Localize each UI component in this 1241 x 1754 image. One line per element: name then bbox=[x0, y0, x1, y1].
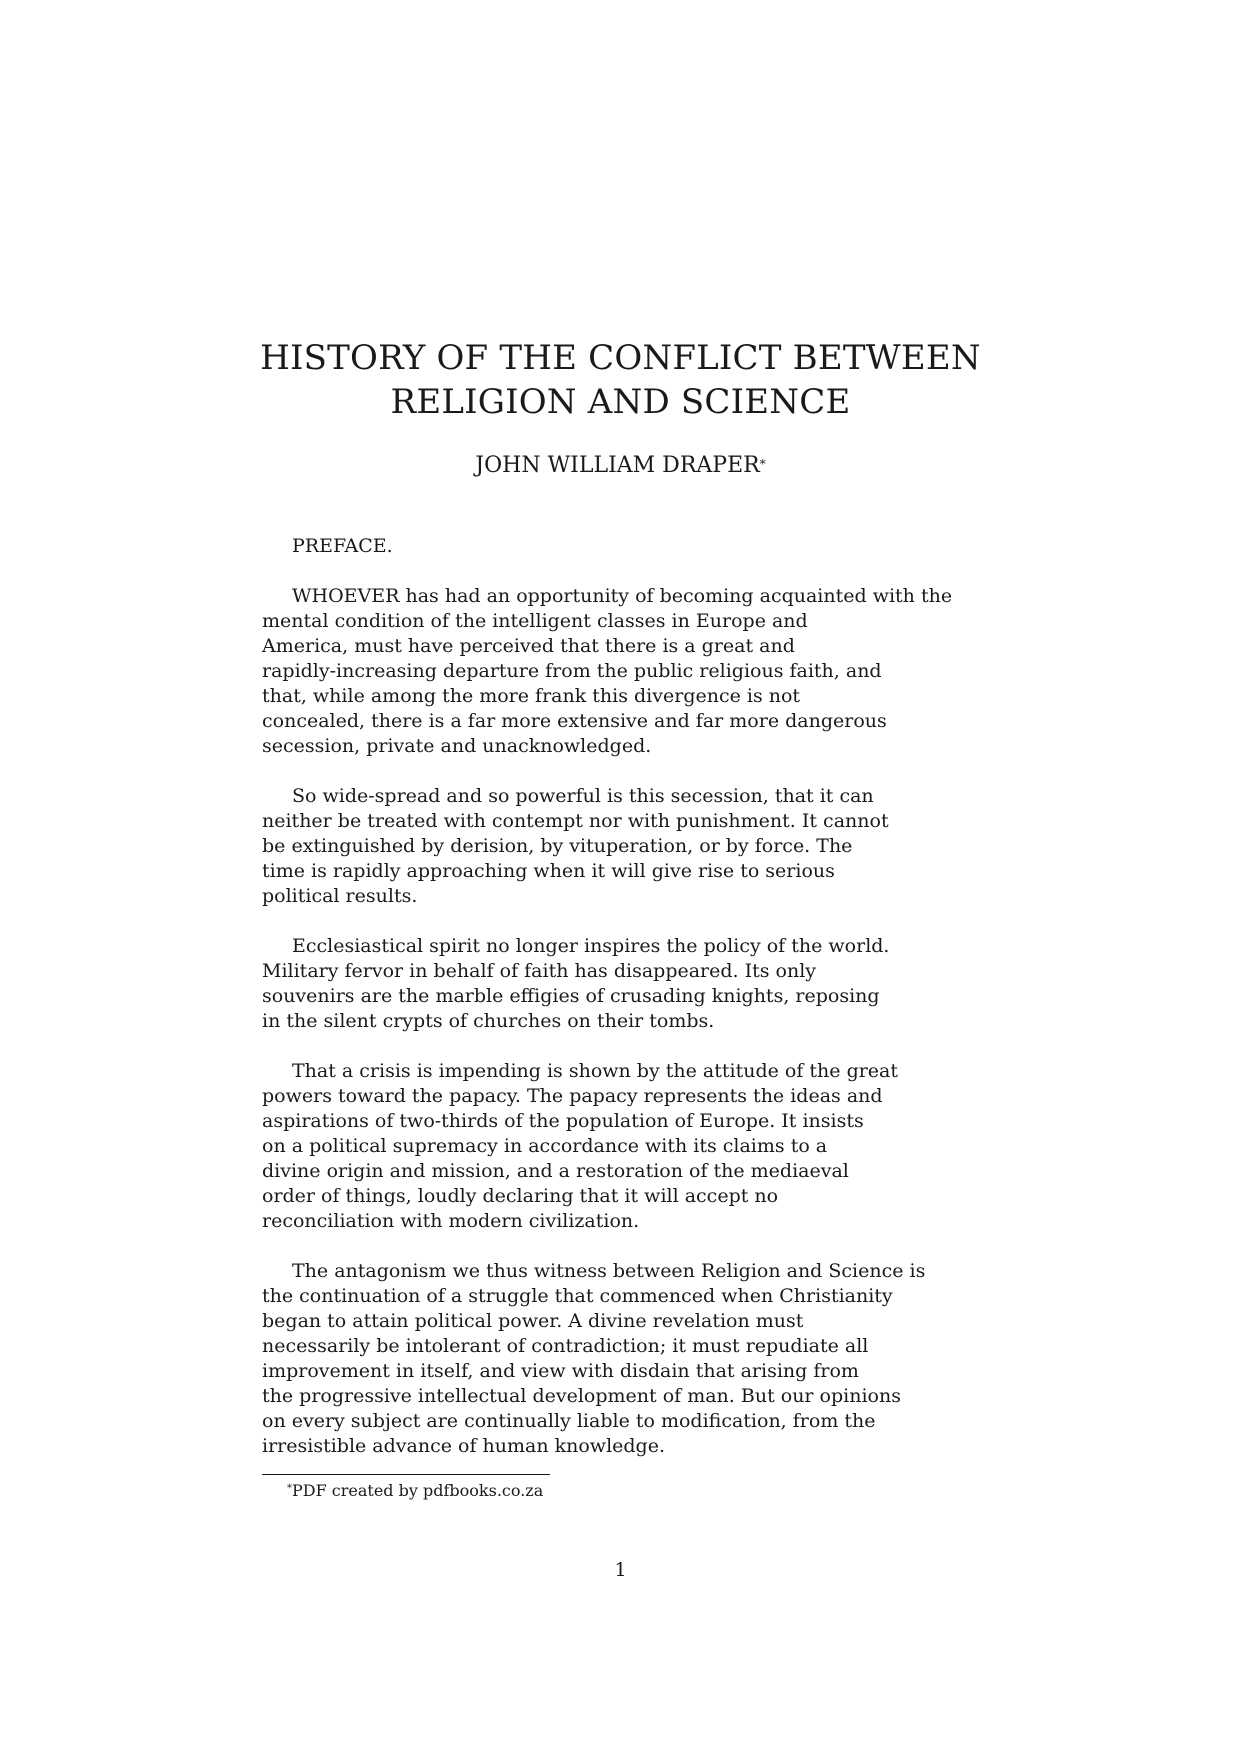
text-line: that, while among the more frank this divergence is not bbox=[262, 685, 801, 707]
text-line: aspirations of two-thirds of the population of Europe. It insists bbox=[262, 1110, 864, 1132]
text-line: neither be treated with contempt nor with punishment. It cannot bbox=[262, 810, 889, 832]
text-line: America, must have perceived that there is a great and bbox=[262, 635, 795, 657]
text-line: rapidly-increasing departure from the public religious faith, and bbox=[262, 660, 882, 682]
text-line: improvement in itself, and view with disdain that arising from bbox=[262, 1360, 859, 1382]
text-line: the progressive intellectual development of man. But our opinions bbox=[262, 1385, 901, 1407]
footnote-mark: * bbox=[287, 1483, 292, 1494]
author-name: JOHN WILLIAM DRAPER bbox=[475, 453, 760, 478]
text-line: political results. bbox=[262, 885, 418, 907]
text-line: on a political supremacy in accordance with its claims to a bbox=[262, 1135, 828, 1157]
text-line: necessarily be intolerant of contradiction; it must repudiate all bbox=[262, 1335, 869, 1357]
text-line: began to attain political power. A divine revelation must bbox=[262, 1310, 804, 1332]
text-line: on every subject are continually liable to modification, from the bbox=[262, 1410, 876, 1432]
title-line: HISTORY OF THE CONFLICT BETWEEN bbox=[260, 338, 981, 378]
title-line: RELIGION AND SCIENCE bbox=[390, 382, 851, 422]
text-line: order of things, loudly declaring that it will accept no bbox=[262, 1185, 779, 1207]
text-line: souvenirs are the marble effigies of crusading knights, reposing bbox=[262, 985, 880, 1007]
text-line: time is rapidly approaching when it will give rise to serious bbox=[262, 860, 835, 882]
footnote-text: PDF created by pdfbooks.co.za bbox=[292, 1481, 544, 1500]
text-line: mental condition of the intelligent classes in Europe and bbox=[262, 610, 808, 632]
text-line: So wide-spread and so powerful is this secession, that it can bbox=[292, 785, 874, 807]
text-line: be extinguished by derision, by vituperation, or by force. The bbox=[262, 835, 853, 857]
paragraph bbox=[262, 784, 962, 909]
text-line: Military fervor in behalf of faith has disappeared. Its only bbox=[262, 960, 817, 982]
text-line: secession, private and unacknowledged. bbox=[262, 735, 652, 757]
text-line: in the silent crypts of churches on their tombs. bbox=[262, 1010, 715, 1032]
text-line: concealed, there is a far more extensive and far more dangerous bbox=[262, 710, 887, 732]
paragraph bbox=[262, 934, 962, 1034]
page-number: 1 bbox=[614, 1559, 627, 1581]
section-heading: PREFACE. bbox=[292, 535, 393, 557]
text-line: powers toward the papacy. The papacy represents the ideas and bbox=[262, 1085, 883, 1107]
text-line: That a crisis is impending is shown by the attitude of the great bbox=[292, 1060, 899, 1082]
text-line: WHOEVER has had an opportunity of becoming acquainted with the bbox=[292, 585, 953, 607]
text-line: reconciliation with modern civilization. bbox=[262, 1210, 640, 1232]
footnote bbox=[287, 1481, 543, 1501]
text-line: the continuation of a struggle that commenced when Christianity bbox=[262, 1285, 893, 1307]
document-body bbox=[262, 534, 962, 1484]
author-line bbox=[0, 452, 1241, 480]
paragraph bbox=[262, 1259, 962, 1459]
document-title bbox=[0, 336, 1241, 424]
text-line: Ecclesiastical spirit no longer inspires the policy of the world. bbox=[292, 935, 890, 957]
text-line: divine origin and mission, and a restoration of the mediaeval bbox=[262, 1160, 849, 1182]
text-line: irresistible advance of human knowledge. bbox=[262, 1435, 665, 1457]
footnote-divider bbox=[262, 1474, 550, 1475]
author-footnote-mark: * bbox=[759, 457, 766, 471]
paragraph bbox=[262, 584, 962, 759]
paragraph bbox=[262, 1059, 962, 1234]
text-line: The antagonism we thus witness between Religion and Science is bbox=[292, 1260, 926, 1282]
